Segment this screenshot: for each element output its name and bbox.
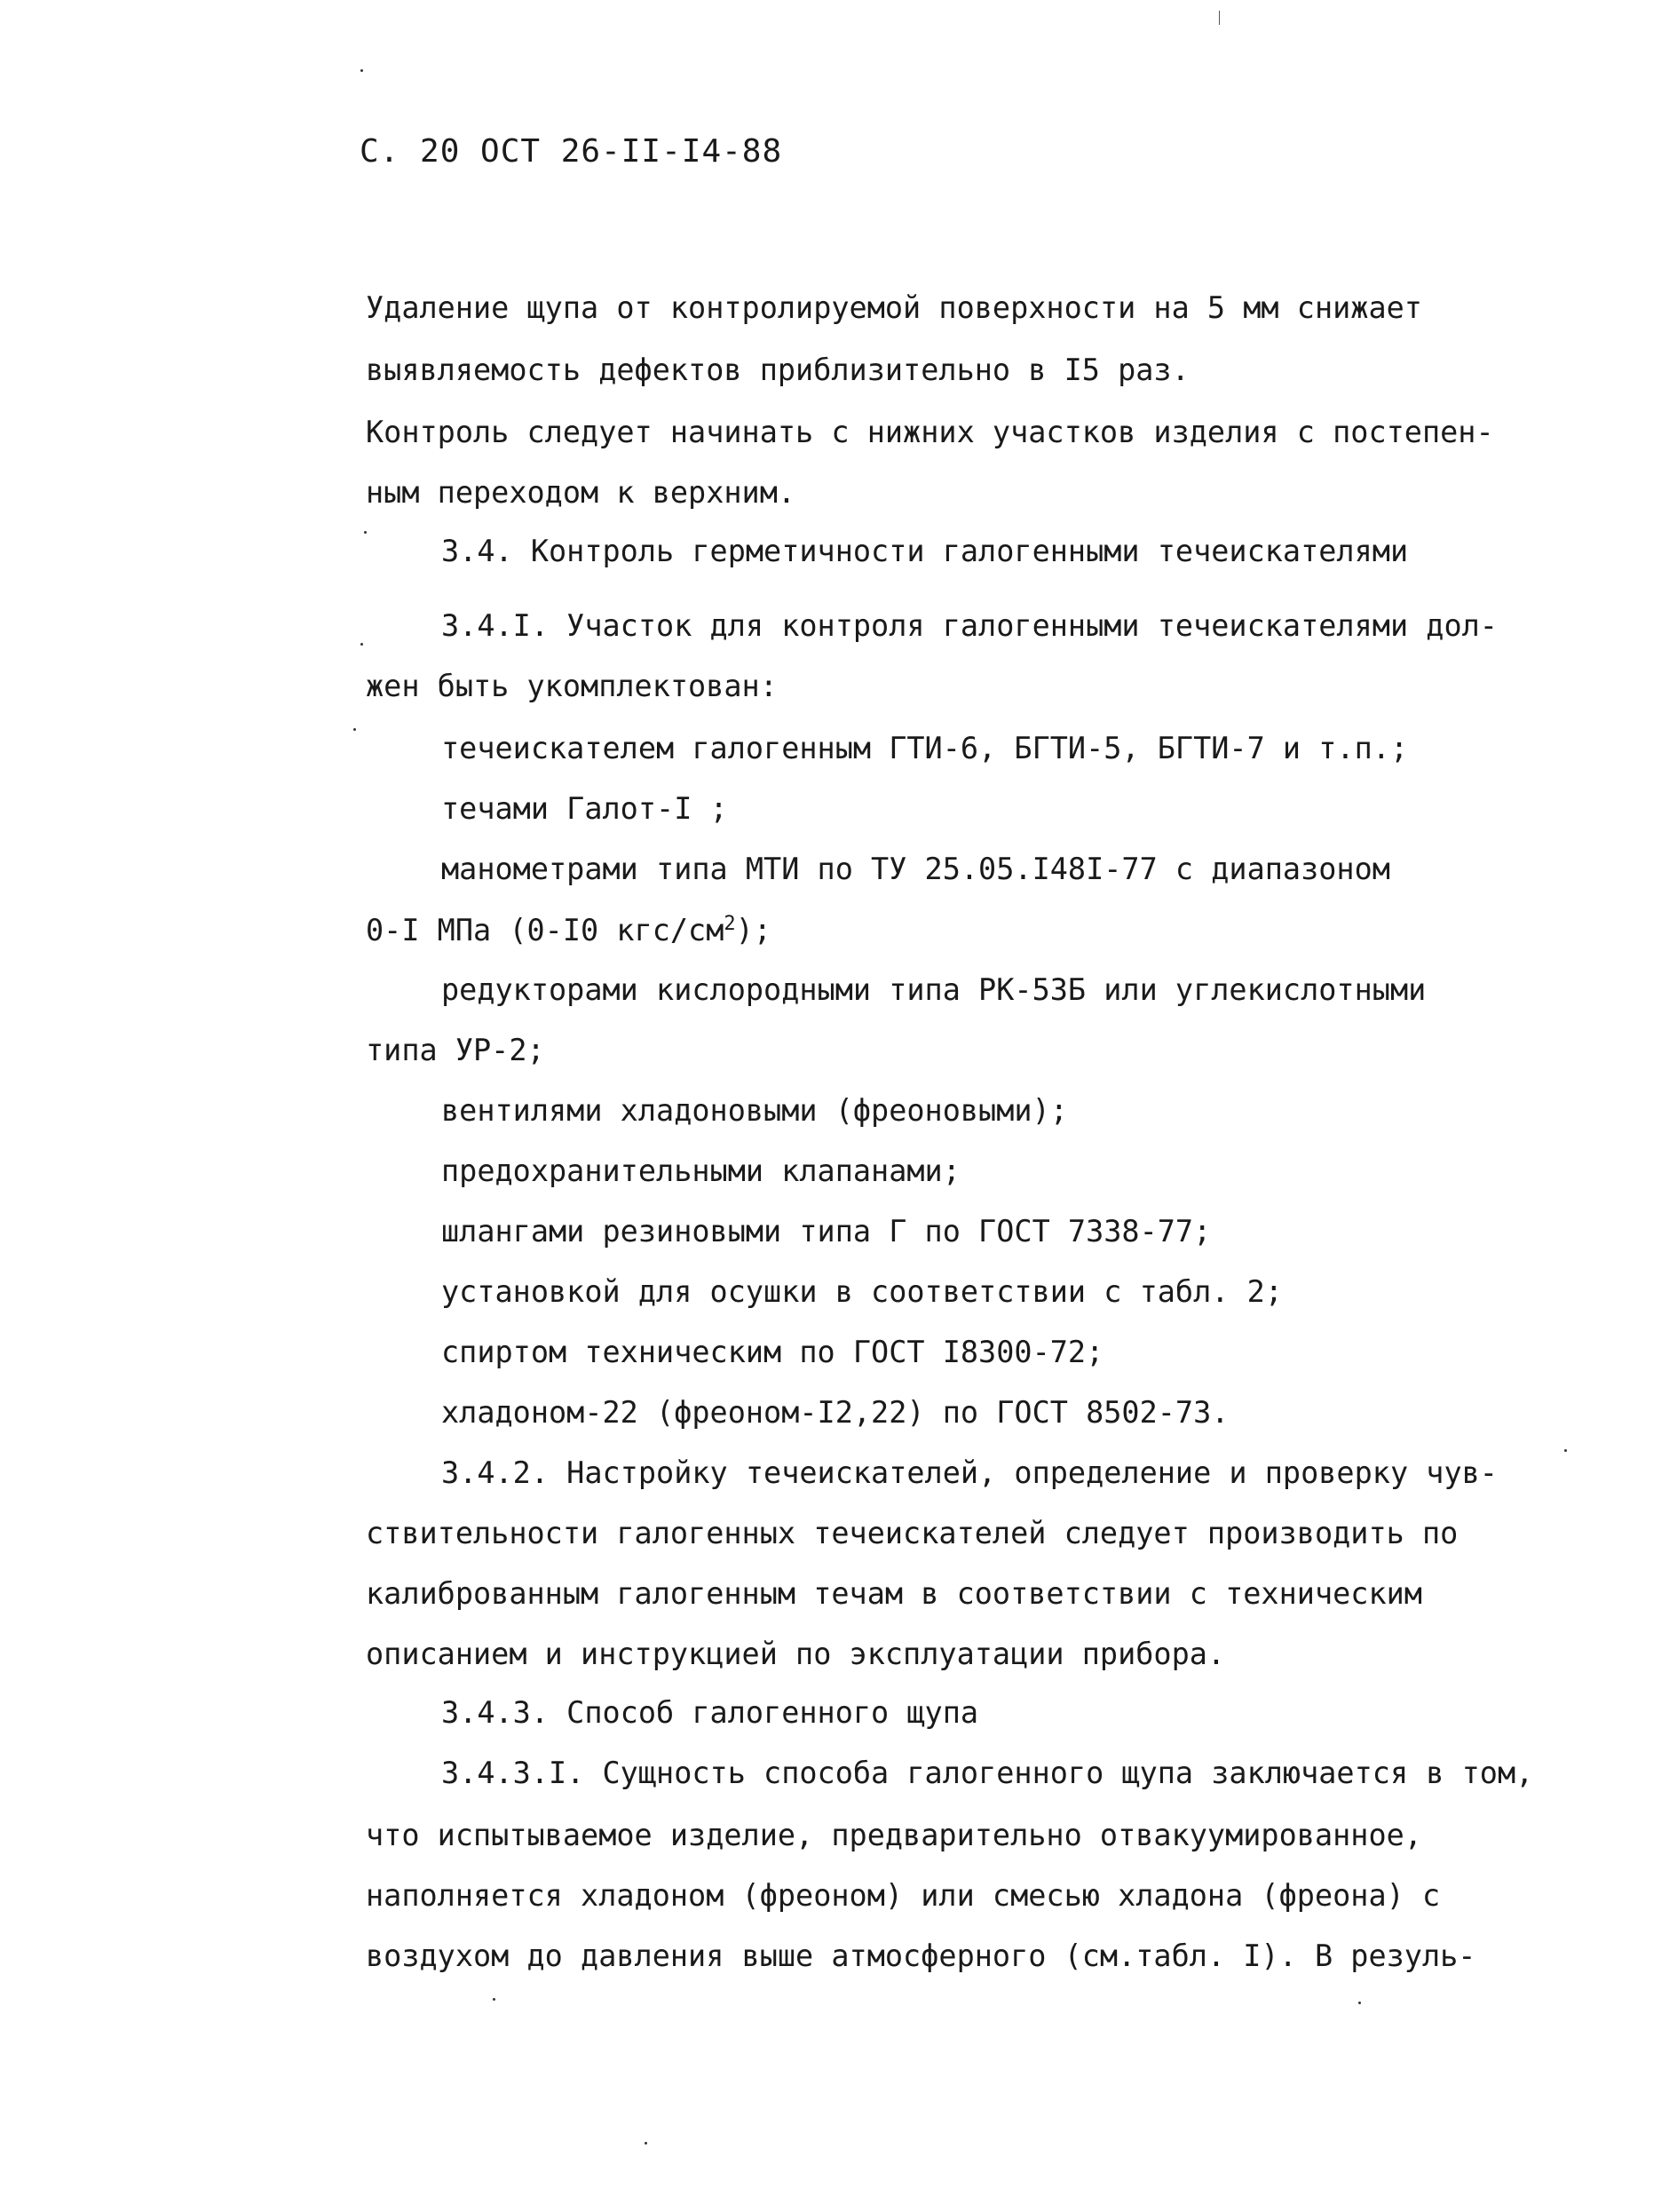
scan-speck bbox=[360, 69, 363, 72]
superscript: 2 bbox=[724, 913, 736, 935]
scan-speck bbox=[353, 728, 356, 731]
text-line: калиброванным галогенным течам в соответствии с техническим bbox=[366, 1576, 1422, 1611]
text-line: что испытываемое изделие, предварительно отвакуумированное, bbox=[366, 1818, 1422, 1852]
text-line: воздухом до давления выше атмосферного (см.табл. I). В резуль- bbox=[366, 1938, 1476, 1973]
text-line: ствительности галогенных течеискателей следует производить по bbox=[366, 1516, 1459, 1550]
text-line: 3.4.2. Настройку течеискателей, определение и проверку чув- bbox=[441, 1455, 1498, 1490]
scan-speck bbox=[360, 643, 363, 646]
text-line: Контроль следует начинать с нижних участков изделия с постепен- bbox=[366, 415, 1494, 449]
list-item: установкой для осушки в соответствии с табл. 2; bbox=[441, 1274, 1283, 1309]
text-fragment: 0-I МПа (0-I0 кгс/см bbox=[366, 913, 724, 948]
scan-speck bbox=[1564, 1449, 1567, 1452]
list-item: шлангами резиновыми типа Г по ГОСТ 7338-77; bbox=[441, 1214, 1212, 1249]
page-header: С. 20 ОСТ 26-II-I4-88 bbox=[360, 133, 783, 170]
text-line: ным переходом к верхним. bbox=[366, 475, 796, 510]
scan-speck bbox=[364, 531, 367, 534]
list-item: спиртом техническим по ГОСТ I8300-72; bbox=[441, 1335, 1104, 1369]
text-fragment: ); bbox=[735, 913, 771, 948]
section-heading: 3.4.3. Способ галогенного щупа bbox=[441, 1695, 979, 1730]
text-line: типа УР-2; bbox=[366, 1033, 545, 1067]
text-line: Удаление щупа от контролируемой поверхности на 5 мм снижает bbox=[366, 290, 1422, 325]
scan-speck bbox=[493, 1998, 495, 2001]
section-heading: 3.4. Контроль герметичности галогенными течеискателями bbox=[441, 534, 1409, 568]
scan-speck bbox=[645, 2142, 647, 2145]
text-line: 3.4.I. Участок для контроля галогенными течеискателями дол- bbox=[441, 608, 1498, 643]
scan-artifact bbox=[1219, 11, 1220, 25]
list-item: течеискателем галогенным ГТИ-6, БГТИ-5, БГТИ-7 и т.п.; bbox=[441, 731, 1409, 765]
list-item: манометрами типа МТИ по ТУ 25.05.I48I-77 с диапазоном bbox=[441, 852, 1390, 886]
scan-speck bbox=[1358, 2002, 1361, 2004]
text-line: жен быть укомплектован: bbox=[366, 669, 778, 703]
list-item: течами Галот-I ; bbox=[441, 791, 728, 826]
list-item: предохранительными клапанами; bbox=[441, 1154, 961, 1188]
list-item: вентилями хладоновыми (фреоновыми); bbox=[441, 1093, 1068, 1128]
list-item: редукторами кислородными типа РК-53Б или углекислотными bbox=[441, 972, 1427, 1007]
list-item: хладоном-22 (фреоном-I2,22) по ГОСТ 8502-73. bbox=[441, 1395, 1230, 1430]
text-line: выявляемость дефектов приблизительно в I5 раз. bbox=[366, 353, 1190, 387]
text-line: наполняется хладоном (фреоном) или смесью хладона (фреона) с bbox=[366, 1878, 1441, 1913]
text-line bbox=[366, 915, 771, 946]
text-line: 3.4.3.I. Сущность способа галогенного щупа заключается в том, bbox=[441, 1756, 1534, 1790]
text-line: описанием и инструкцией по эксплуатации прибора. bbox=[366, 1637, 1226, 1671]
